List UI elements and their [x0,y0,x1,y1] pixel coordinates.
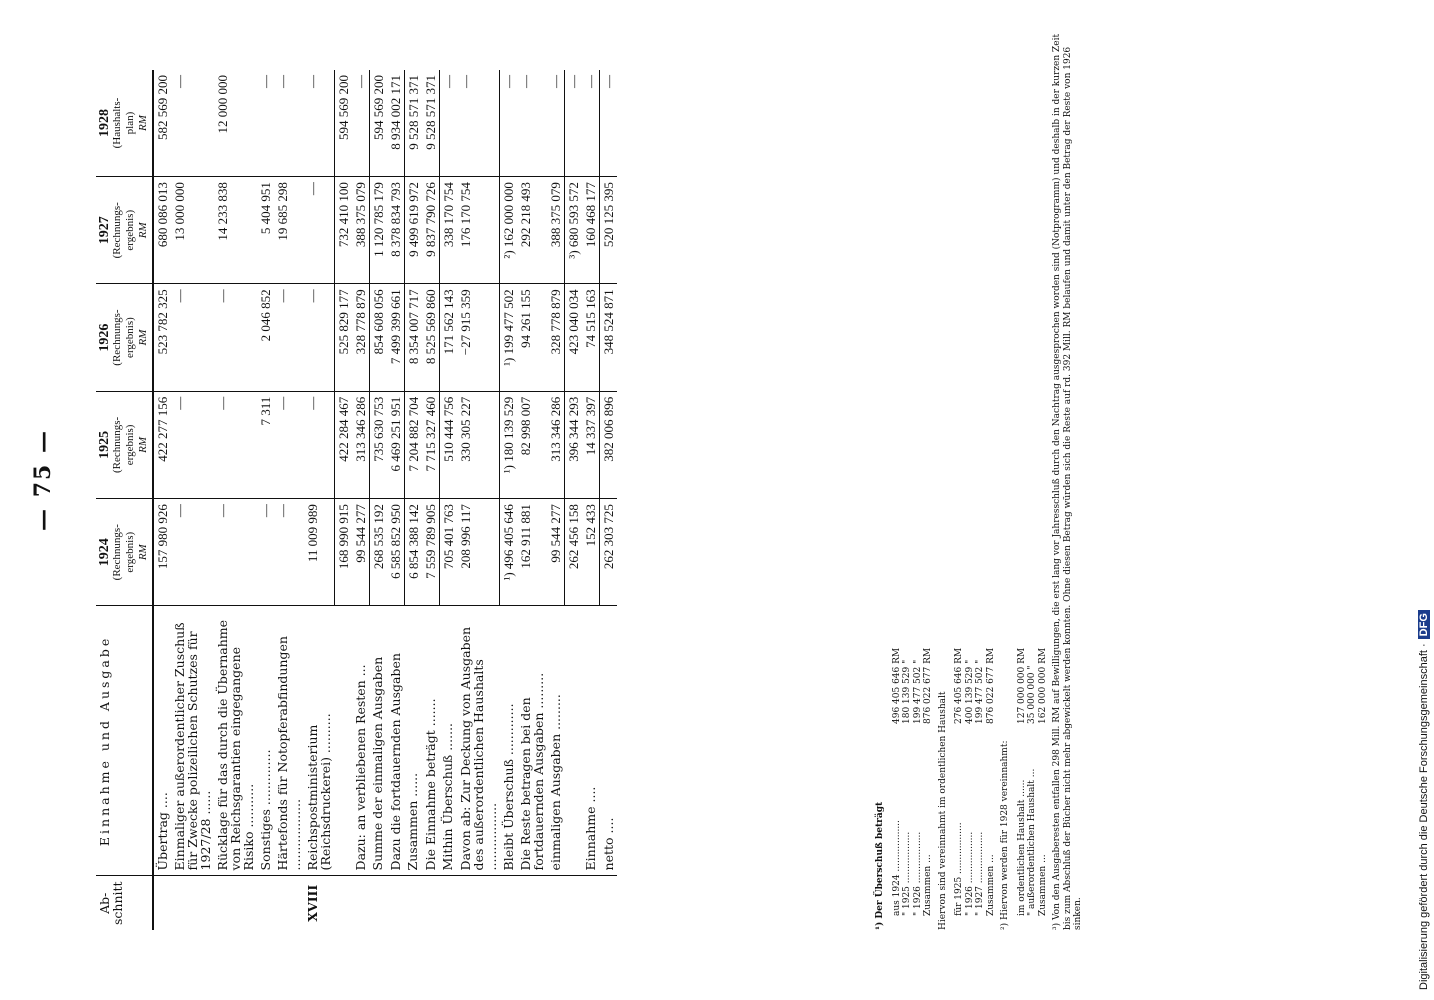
row-value: −27 915 359 [457,284,500,391]
row-section [547,876,565,930]
row-value: — [352,75,368,88]
footnote-row [975,30,986,930]
row-description: Einmaliger außerordentlicher Zuschuß für Zwecke polizeilichen Schutzes für 1927/28 ...... [171,606,214,876]
footnote-label: " 1926 .................. [964,831,975,916]
table-row [517,70,547,930]
footnote-value: 199 477 502 " [975,659,985,724]
row-section [274,876,304,930]
footnote-value: 276 405 646 RM [954,647,964,724]
row-value: — [305,75,320,88]
header-description: Einnahme und Ausgabe [96,606,153,876]
row-value: 6 469 251 951 [387,391,405,498]
row-value: 14 233 838 [214,177,257,284]
footnote-1: ¹) Der Überschuß beträgt [875,801,885,930]
budget-table [96,70,617,930]
row-value: — [257,499,274,606]
row-value: 338 170 754 [439,177,457,284]
row-value: 388 375 079 [547,177,565,284]
footnote-1b: Hiervon sind vereinnahmt im ordentlichen Haushalt [937,691,948,930]
row-description: Einnahme .... [582,606,600,876]
header-year-1927: 1927 (Rechnungs- ergebnis) RM [96,177,153,284]
footnote-value: 180 139 529 " [902,659,912,724]
row-value: ¹) 199 477 502 [500,284,518,391]
row-value: 13 000 000 [171,177,214,284]
row-description: Die Einnahme beträgt ....... [422,606,440,876]
footnote-label: " 1927 .................. [975,831,985,916]
table-body [153,70,617,930]
row-value: 330 305 227 [457,391,500,498]
row-value: — [275,75,290,88]
row-value: 162 911 881 [517,499,547,606]
row-value: 208 996 117 [457,499,500,606]
row-section [565,876,583,930]
row-description: Zusammen ...... [404,606,422,876]
footnote-row [923,30,934,930]
row-value: 525 829 177 [334,284,352,391]
row-value: 6 585 852 950 [387,499,405,606]
row-value: ¹) 496 405 646 [500,499,518,606]
row-value: 168 990 915 [334,499,352,606]
row-value: 99 544 277 [547,499,565,606]
row-value: 313 346 286 [547,391,565,498]
footnote-value: 400 139 529 " [964,659,975,724]
row-value: — [518,75,533,88]
row-value: 2 046 852 [257,284,274,391]
row-description: Reichspostministerium (Reichsdruckerei) .......... [304,606,334,876]
table-row [274,70,304,930]
header-year-1928: 1928 (Haushalts- plan) RM [96,70,153,177]
row-value: 19 685 298 [274,177,304,284]
row-value: 594 569 200 [334,70,352,177]
row-description: Die Reste betragen bei den fortdauernden Ausgaben ......... [517,606,547,876]
row-value: — [258,75,273,88]
table-row [600,70,618,930]
row-value: — [500,70,518,177]
row-value: 9 837 790 726 [422,177,440,284]
row-description: netto .... [600,606,618,876]
row-value: 8 525 569 860 [422,284,440,391]
row-section [500,876,518,930]
row-value: 7 715 327 460 [422,391,440,498]
footnote-row [1017,30,1028,930]
row-value: ¹) 180 139 529 [500,391,518,498]
row-description [565,606,583,876]
row-value: 171 562 143 [439,284,457,391]
row-value: — [439,70,457,177]
table-row [565,70,583,930]
row-description: Mithin Überschuß ....... [439,606,457,876]
row-description [334,606,352,876]
row-value: — [565,70,583,177]
row-value: 422 284 467 [334,391,352,498]
row-value: 11 009 989 [304,499,334,606]
row-value: 732 410 100 [334,177,352,284]
row-value: — [304,391,334,498]
row-value: — [214,284,257,391]
row-value: — [274,284,304,391]
table-row [257,70,274,930]
table-row [352,70,370,930]
table-row [369,70,387,930]
footnote-value: 876 022 677 RM [985,647,996,724]
row-value: 99 544 277 [352,499,370,606]
row-section [517,876,547,930]
row-section [214,876,257,930]
row-value: 1 120 785 179 [369,177,387,284]
footnote-label: " außerordentlichen Haushalt ... [1027,768,1037,916]
row-value: 9 528 571 371 [404,70,422,177]
side-note [1418,30,1434,990]
row-section [600,876,618,930]
row-section [439,876,457,930]
row-value: 14 337 397 [582,391,600,498]
row-value: 735 630 753 [369,391,387,498]
row-description: einmaligen Ausgaben ......... [547,606,565,876]
row-value: 396 344 293 [565,391,583,498]
row-value: 423 040 034 [565,284,583,391]
row-section [334,876,352,930]
row-description: Übertrag .... [153,606,171,876]
footnote-2: ²) Hiervon werden für 1928 vereinnahmt: [1000,740,1010,930]
table-row [334,70,352,930]
footnote-value: 496 405 646 RM [891,647,902,724]
row-description: Davon ab: Zur Deckung von Ausgaben des außerordentlichen Haushalts ................. [457,606,500,876]
table-row [582,70,600,930]
row-description: Dazu: an verbliebenen Resten ... [352,606,370,876]
row-section [457,876,500,930]
table-row [214,70,257,930]
row-description: Härtefonds für Notopferabfindungen .................. [274,606,304,876]
row-value: 7 499 399 661 [387,284,405,391]
footnote-value: 876 022 677 RM [923,647,933,724]
row-value: 74 515 163 [582,284,600,391]
table-row [404,70,422,930]
row-value: 422 277 156 [153,391,171,498]
table-row [304,70,334,930]
row-section [404,876,422,930]
footnote-label: Zusammen ... [985,854,996,916]
table-row [153,70,171,930]
footnote-label: Zusammen ... [923,854,933,916]
row-description: Rücklage für das durch die Übernahme von Reichsgarantien eingegangene Risiko ........... [214,606,257,876]
row-value: 510 444 756 [439,391,457,498]
row-value: 5 404 951 [257,177,274,284]
footnote-value: 35 000 000 " [1027,665,1037,724]
header-year-1926: 1926 (Rechnungs- ergebnis) RM [96,284,153,391]
row-value: ³) 680 593 572 [565,177,583,284]
row-section [582,876,600,930]
row-section: XVIII [304,876,334,930]
footnote-row [902,30,913,930]
dfg-logo: DFG [1418,610,1430,639]
footnote-row [1027,30,1038,930]
table-row [171,70,214,930]
row-section [153,876,171,930]
row-value: — [457,75,473,88]
row-value: ²) 162 000 000 [500,177,518,284]
row-section [422,876,440,930]
row-value: — [274,391,304,498]
table-row [387,70,405,930]
header-year-1925: 1925 (Rechnungs- ergebnis) RM [96,391,153,498]
page-number: — 75 — [30,429,56,531]
row-value: — [171,499,214,606]
row-value: 388 375 079 [352,177,370,284]
row-value: 7 559 789 905 [422,499,440,606]
table-header [96,70,153,930]
row-section [171,876,214,930]
row-value: 7 204 882 704 [404,391,422,498]
row-value: 520 125 395 [600,177,618,284]
row-value: 328 778 879 [352,284,370,391]
footnote-row [954,30,965,930]
row-value: 94 261 155 [517,284,547,391]
footnote-label: im ordentlichen Haushalt ...... [1016,779,1027,916]
row-value: 382 006 896 [600,391,618,498]
row-value: 8 378 834 793 [387,177,405,284]
footnote-row [892,30,903,930]
table-row [500,70,518,930]
row-value: 176 170 754 [457,177,500,284]
table-row [439,70,457,930]
row-value: 8 934 002 171 [387,75,403,150]
footnote-value: 199 477 502 " [912,659,923,724]
row-value: — [304,284,334,391]
row-value: 8 354 007 717 [404,284,422,391]
footnote-row [986,30,997,930]
header-section: Ab- schnitt [96,876,153,930]
row-section [369,876,387,930]
row-value: 313 346 286 [352,391,370,498]
table-row [457,70,500,930]
row-value: 262 303 725 [600,499,618,606]
row-description: Summe der einmaligen Ausgaben [369,606,387,876]
footnote-label: " 1926 .................. [912,831,923,916]
footnote-label: " 1925 .................. [902,831,912,916]
row-description: Bleibt Überschuß ............. [500,606,518,876]
row-value: 854 608 056 [369,284,387,391]
footnote-3: ³) Von den Ausgaberesten entfallen 298 Mill. RM auf Bewilligungen, die erst lang vor Jahresschluß durch den Nachtrag ausgesprochen worden sind (Notprogramm) und deshalb in der kurzen Zeit bis zum Abschluß der Bücher nicht mehr abgewickelt werden konnten. Ohne diesen Betrag würden sich die Reste auf rd. 392 Mill. RM belaufen und damit unter den Betrag der Reste von 1926 sinken. [1052,33,1083,930]
row-value: 348 524 871 [600,284,618,391]
row-value: 157 980 926 [153,499,171,606]
header-year-1924: 1924 (Rechnungs- ergebnis) RM [96,499,153,606]
footnote-value: 127 000 000 RM [1016,647,1027,724]
row-value: 328 778 879 [547,284,565,391]
footnotes [875,30,1090,930]
row-value: 523 782 325 [153,284,171,391]
row-value: — [171,391,214,498]
row-value: — [214,391,257,498]
footnote-value: 162 000 000 RM [1037,647,1048,724]
footnote-label: Zusammen ... [1037,854,1048,916]
footnote-row [1038,30,1049,930]
row-value: 152 433 [582,499,600,606]
row-section [257,876,274,930]
table-row [547,70,565,930]
row-value: — [548,75,563,88]
row-value: — [171,284,214,391]
footnote-label: aus 1924 .................. [891,820,902,916]
row-value: 292 218 493 [517,177,547,284]
side-note-text: Digitalisierung gefördert durch die Deutsche Forschungsgemeinschaft · [1418,643,1430,990]
row-value: 594 569 200 [369,70,387,177]
row-value: — [304,177,334,284]
table-row [422,70,440,930]
row-value: — [172,75,187,88]
row-description: Sonstiges .............. [257,606,274,876]
row-value: 9 499 619 972 [404,177,422,284]
row-value: 82 998 007 [517,391,547,498]
row-value: 262 456 158 [565,499,583,606]
row-value: 6 854 388 142 [404,499,422,606]
row-value: 680 086 013 [153,177,171,284]
row-value: 9 528 571 371 [422,75,438,150]
row-value: 7 311 [257,391,274,498]
row-value: 12 000 000 [215,75,230,134]
row-value: — [214,499,257,606]
row-value: — [274,499,304,606]
row-value: 705 401 763 [439,499,457,606]
row-section [352,876,370,930]
row-value: — [583,75,598,88]
footnote-row [965,30,976,930]
row-value: 268 535 192 [369,499,387,606]
row-value: 582 569 200 [155,75,170,140]
row-value: — [600,70,618,177]
footnote-row [913,30,924,930]
row-value: 160 468 177 [582,177,600,284]
row-description: Dazu die fortdauernden Ausgaben [387,606,405,876]
row-section [387,876,405,930]
footnote-label: für 1925 .................. [954,822,964,916]
